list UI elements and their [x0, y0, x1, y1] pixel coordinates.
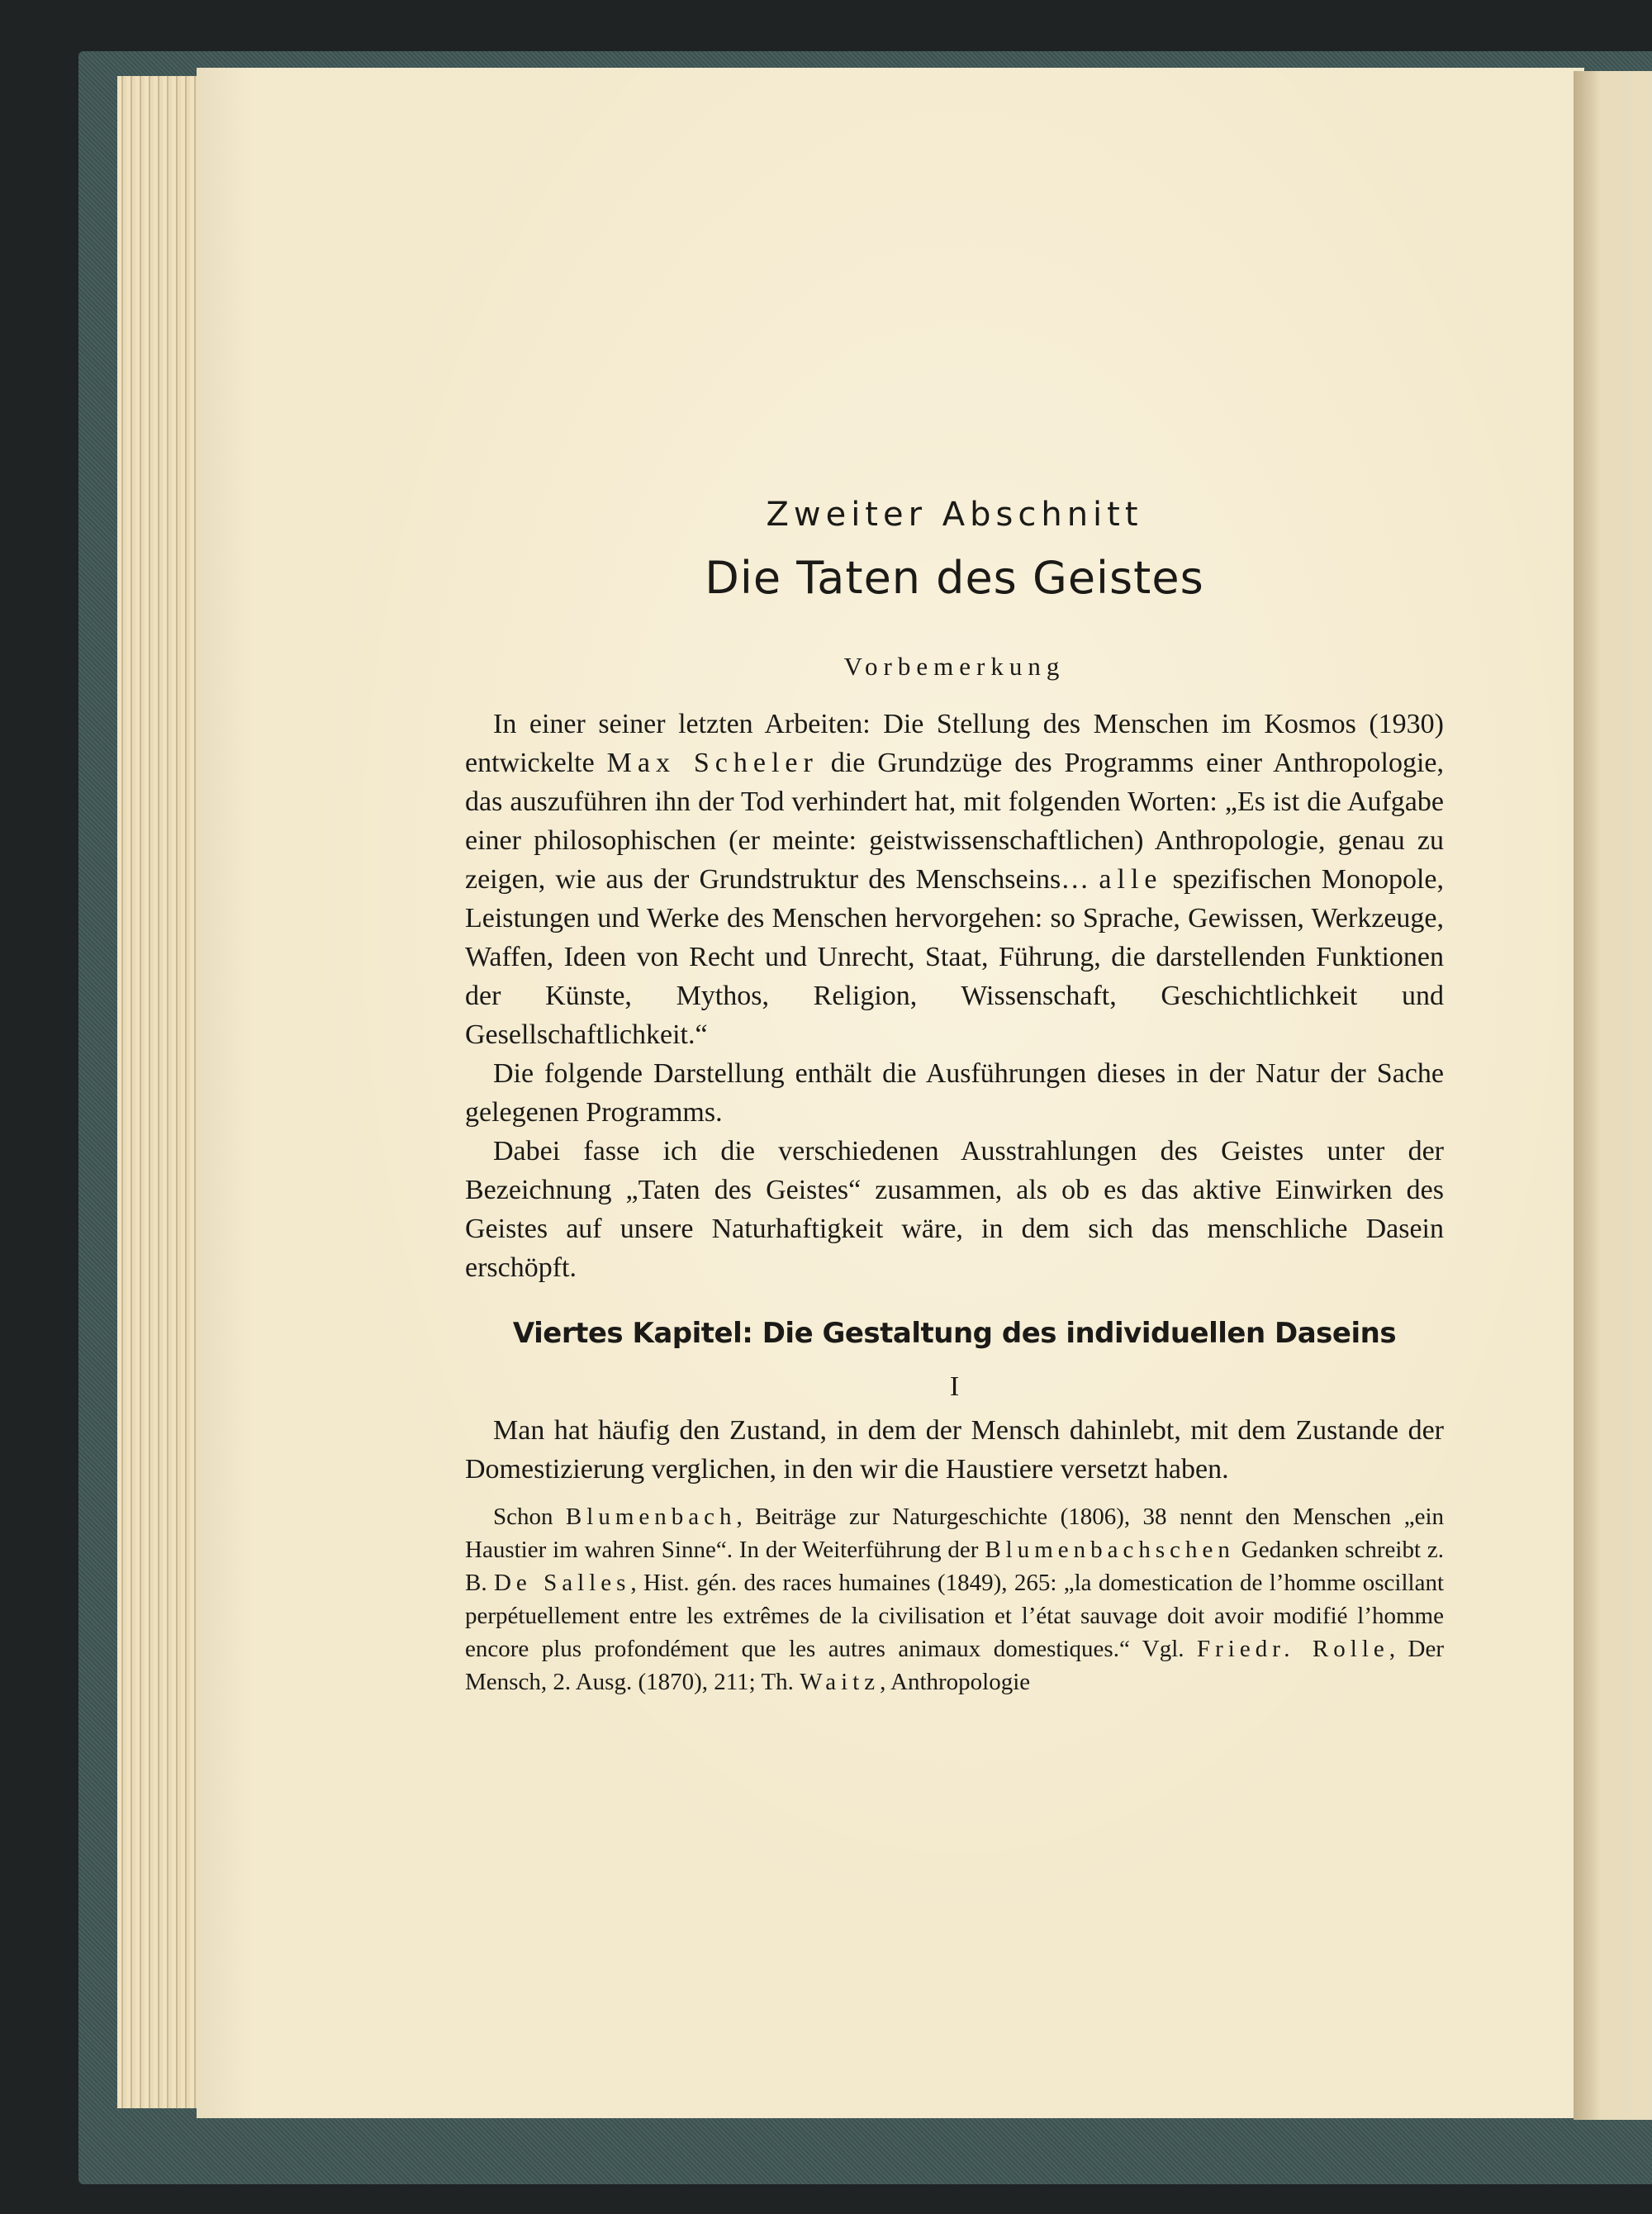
text-run: , Anthropologie	[880, 1669, 1031, 1695]
prelim-paragraph-2: Die folgende Darstellung enthält die Ausführungen dieses in der Natur der Sache gelegenen Programms.	[465, 1058, 1444, 1128]
author-name: Max Scheler	[606, 748, 819, 778]
author-name: Blumenbach	[565, 1504, 737, 1530]
text-run: , Der Mensch, 2. Ausg. (1870), 211; Th.	[465, 1636, 1444, 1695]
section-label: Zweiter Abschnitt	[766, 496, 1143, 534]
text-run: , Beiträge zur Naturgeschichte (1806), 38 nennt den Menschen „ein Haustier im wahren Sinne“. In der Weiterführung der	[465, 1504, 1445, 1563]
text-run: Gedanken schreibt z. B.	[465, 1537, 1444, 1596]
footnote	[465, 1500, 1444, 1699]
part-number: I	[949, 1371, 960, 1402]
facing-page-edge	[1574, 71, 1652, 2120]
author-name: Friedr. Rolle	[1196, 1636, 1389, 1662]
prelim-paragraph-3: Dabei fasse ich die verschiedenen Ausstrahlungen des Geistes unter der Bezeichnung „Taten des Geistes“ zusammen, als ob es das aktive Einwirken des Geistes auf unsere Naturhaftigkeit wäre, in dem sich das menschliche Dasein erschöpft.	[465, 1136, 1444, 1283]
section-title: Die Taten des Geistes	[705, 552, 1204, 604]
author-name: Waitz	[800, 1669, 881, 1695]
chapter-heading: Viertes Kapitel: Die Gestaltung des individuellen Daseins	[512, 1317, 1397, 1350]
page-text	[465, 496, 1444, 1699]
emphasis: alle	[1099, 864, 1163, 895]
text-run: spezifischen Monopole, Leistungen und Werke des Menschen hervorgehen: so Sprache, Gewissen, Werkzeuge, Waffen, Ideen von Recht und Unrecht, Staat, Führung, die darstellenden Funktionen der Künste, Mythos, Religion, Wissenschaft, Geschichtlichkeit und Gesellschaftlichkeit.“	[465, 864, 1445, 1050]
text-run: die Grundzüge des Programms einer Anthropologie, das auszuführen ihn der Tod verhindert hat, mit folgenden Worten: „Es ist die Aufgabe einer philosophischen (er meinte: geistwissenschaftlichen) Anthropologie, genau zu zeigen, wie aus der Grundstruktur des Menschseins…	[465, 748, 1444, 895]
text-run: Schon	[493, 1504, 566, 1530]
chapter-paragraph-1: Man hat häufig den Zustand, in dem der Mensch dahinlebt, mit dem Zustande der Domestizierung verglichen, in den wir die Haustiere versetzt haben.	[465, 1415, 1444, 1485]
text-run: In einer seiner letzten Arbeiten: Die Stellung des Menschen im Kosmos (1930) entwickelte	[465, 709, 1444, 778]
prelim-heading: Vorbemerkung	[843, 652, 1066, 681]
prelim-paragraph-1	[465, 705, 1444, 1054]
text-run: , Hist. gén. des races humaines (1849), 265: „la domestication de l’homme oscillant perpétuellement entre les extrêmes de la civilisation et l’état sauvage doit avoir modifié l’homme encore plus profondément que les autres animaux domestiques.“ Vgl.	[465, 1570, 1445, 1662]
author-name: Blumenbachschen	[985, 1537, 1235, 1563]
author-name: De Salles	[493, 1570, 631, 1596]
